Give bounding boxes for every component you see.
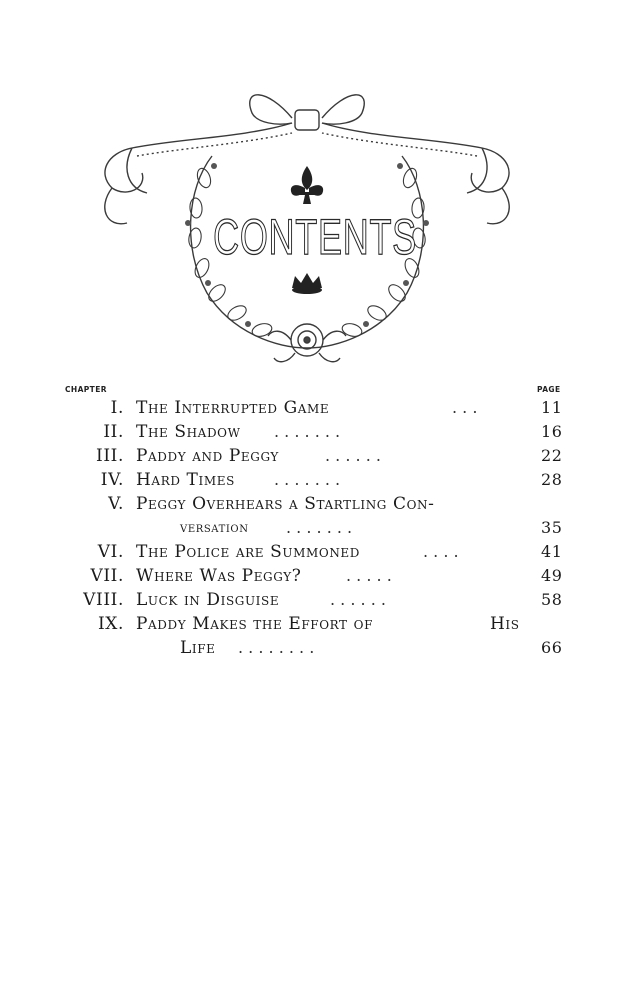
toc-entry-continuation: [0, 636, 630, 660]
chapter-title: Luck in Disguise: [136, 590, 280, 610]
chapter-column-label: CHAPTER: [65, 385, 107, 394]
chapter-number: VIII.: [83, 590, 124, 610]
leader-dots: . . . .: [423, 542, 459, 561]
toc-entry: [0, 420, 630, 444]
chapter-title: Where Was Peggy?: [136, 566, 302, 586]
leader-dots: . . . . . .: [330, 590, 386, 609]
toc-entry-continuation: [0, 516, 630, 540]
chapter-title-end: His: [490, 614, 520, 634]
toc-entry: [0, 540, 630, 564]
table-of-contents: [0, 396, 630, 660]
leader-dots: . . . . . . . .: [238, 638, 315, 657]
chapter-number: II.: [103, 422, 124, 442]
leader-dots: . . . . .: [346, 566, 392, 585]
chapter-number: III.: [96, 446, 124, 466]
chapter-number: VI.: [97, 542, 124, 562]
rose-icon: [268, 324, 346, 362]
chapter-number: I.: [110, 398, 124, 418]
ribbon-bow-icon: [105, 95, 509, 224]
chapter-title: Paddy and Peggy: [136, 446, 279, 466]
page-number: 28: [541, 470, 563, 489]
page-column-label: PAGE: [537, 385, 561, 394]
toc-entry: [0, 588, 630, 612]
leader-dots: . . . . . . .: [286, 518, 353, 537]
page-number: 16: [541, 422, 563, 441]
chapter-number: IV.: [100, 470, 124, 490]
toc-entry: [0, 564, 630, 588]
chapter-title: Peggy Overhears a Startling Con-: [136, 494, 435, 514]
toc-entry: [0, 444, 630, 468]
chapter-title: The Shadow: [136, 422, 241, 442]
page-number: 49: [541, 566, 563, 585]
page-number: 11: [541, 398, 563, 417]
chapter-title: Paddy Makes the Effort of: [136, 614, 374, 634]
toc-entry: [0, 396, 630, 420]
toc-entry: [0, 612, 630, 636]
chapter-number: V.: [108, 494, 124, 514]
chapter-number: VII.: [90, 566, 124, 586]
chapter-title-continuation: Life: [180, 638, 216, 658]
page-number: 41: [541, 542, 563, 561]
contents-heading: CONTENTS: [213, 209, 417, 265]
leader-dots: . . . . . . .: [274, 422, 341, 441]
leader-dots: . . . . . .: [325, 446, 381, 465]
toc-entry: [0, 492, 630, 516]
page-number: 58: [541, 590, 563, 609]
chapter-title: The Police are Summoned: [136, 542, 361, 562]
page-number: 22: [541, 446, 563, 465]
chapter-number: IX.: [97, 614, 124, 634]
toc-entry: [0, 468, 630, 492]
leader-dots: . . . . . . .: [274, 470, 341, 489]
page-number: 35: [541, 518, 563, 537]
leader-dots: . . .: [452, 398, 478, 417]
crown-icon: [292, 273, 322, 294]
chapter-title: Hard Times: [136, 470, 235, 490]
chapter-title: The Interrupted Game: [136, 398, 330, 418]
page-number: 66: [541, 638, 563, 657]
chapter-title-continuation: versation: [180, 520, 249, 536]
fleur-de-lis-icon: [291, 166, 323, 204]
